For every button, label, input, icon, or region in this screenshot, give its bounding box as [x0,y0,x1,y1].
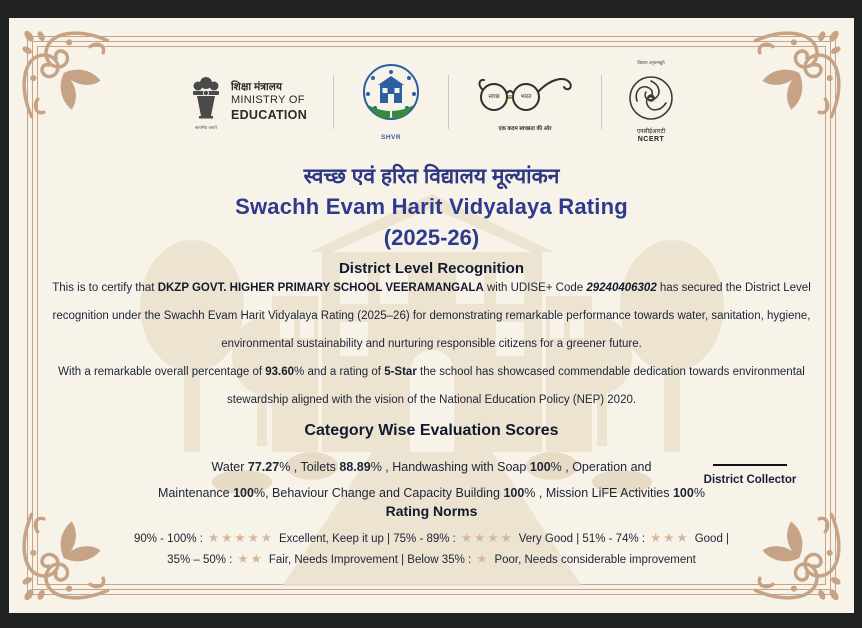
scores-line-1: Water 77.27% , Toilets 88.89% , Handwashing with Soap 100% , Operation and [211,460,652,474]
ncert-logo [628,60,674,145]
norms-line-2: 35% – 50% : ★★ Fair, Needs Improvement | Below 35% : ★ Poor, Needs considerable improvement [167,551,696,566]
signature-label: District Collector [703,474,797,486]
shvr-logo [360,63,422,141]
certification-paragraph: This is to certify that DKZP GOVT. HIGHER PRIMARY SCHOOL VEERAMANGALA with UDISE+ Code 29240406302 has secured the District Level recognition under the Swachh Evam Harit Vidyalaya Rating (2025–26) for demonstrating remarkable performance towards water, sanitation, hygiene, environmental sustainability and nurturing responsible citizens for a greener future. [52,282,811,350]
scores-heading: Category Wise Evaluation Scores [304,422,559,439]
ncert-emblem-icon [628,75,674,121]
rating-summary-paragraph: With a remarkable overall percentage of 93.60% and a rating of 5-Star the school has showcased commendable dedication towards environmental stewardship aligned with the vision of the National Education Policy (NEP) 2020. [58,366,805,406]
title-hindi: स्वच्छ एवं हरित विद्यालय मूल्यांकन [303,165,560,188]
header-logos [9,60,854,145]
ashoka-motto: सत्यमेव जयते [194,124,217,130]
shvr-emblem-icon [360,63,422,125]
title-english: Swachh Evam Harit Vidyalaya Rating [235,194,628,219]
logo-divider [448,75,449,129]
moe-hindi-label: शिक्षा मंत्रालय [230,81,282,94]
star-rating-icon: ★★ [237,551,264,566]
rating-norms-text [9,528,854,570]
title-year: (2025-26) [383,225,480,250]
certificate [9,18,854,613]
star-rating-icon: ★★★★ [460,530,514,545]
ncert-motto: विद्यया ऽमृतमश्नुते [637,60,665,65]
swachh-bharat-tagline: एक कदम स्वच्छता की ओर [498,126,552,133]
moe-education-label: EDUCATION [230,107,308,122]
logo-divider [333,75,334,129]
star-rating-icon: ★★★★★ [207,530,275,545]
lens-text-swachh: स्वच्छ [488,94,500,101]
signature-line [713,464,787,466]
ashoka-emblem-icon [189,74,223,124]
star-rating-icon: ★★★ [650,530,690,545]
scores-line-2: Maintenance 100%, Behaviour Change and Capacity Building 100% , Mission LiFE Activities 100% [158,486,705,500]
star-rating-icon: ★ [476,551,490,566]
logo-divider [601,75,602,129]
ncert-hindi-label: एनसीईआरटी [636,129,666,135]
lens-text-bharat: भारत [520,94,532,101]
swachh-bharat-logo [475,72,575,132]
moe-ministry-label: MINISTRY OF [230,94,305,107]
shvr-label: SHVR [381,134,402,142]
signature-block [690,464,810,486]
recognition-level-subtitle: District Level Recognition [338,260,525,277]
ministry-of-education-logo [189,74,307,131]
norms-line-1: 90% - 100% : ★★★★★ Excellent, Keep it up | 75% - 89% : ★★★★ Very Good | 51% - 74% : ★★★ Good | [133,530,730,545]
rating-norms-heading: Rating Norms [385,503,478,519]
ncert-label: NCERT [637,136,665,144]
